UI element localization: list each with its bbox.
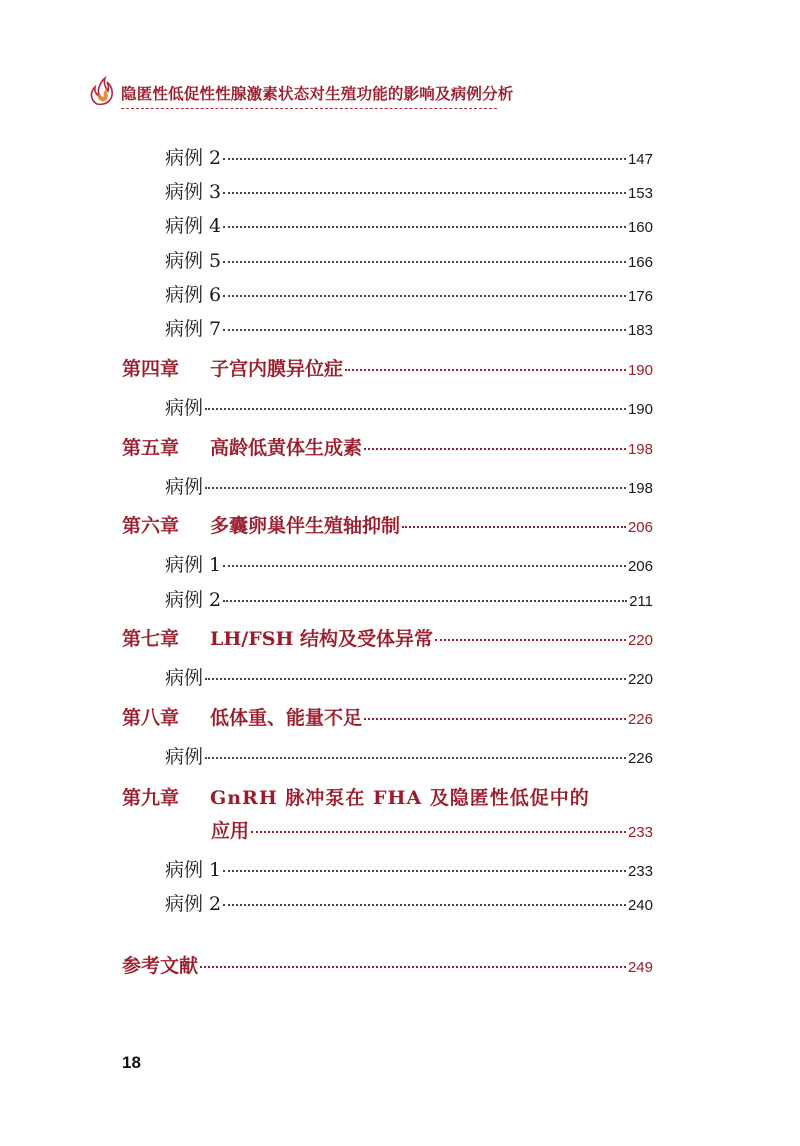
case-label: 病例 <box>165 667 204 689</box>
page-ref: 153 <box>627 185 653 202</box>
case-label: 病例 <box>165 746 204 768</box>
chapter-title-line2: 应用 <box>211 820 250 842</box>
chapter-title: 多囊卵巢伴生殖轴抑制 <box>210 515 401 537</box>
page-number: 18 <box>122 1053 141 1072</box>
dot-leader <box>223 158 626 160</box>
dot-leader <box>223 565 626 567</box>
page-ref: 190 <box>627 362 653 379</box>
case-label: 病例 <box>165 476 204 498</box>
dot-leader <box>223 295 626 297</box>
toc-entry-case[interactable] <box>165 247 653 275</box>
toc-entry-references[interactable] <box>122 952 653 980</box>
page-ref: 206 <box>627 558 653 575</box>
page-ref: 249 <box>627 959 653 976</box>
page-ref: 147 <box>627 151 653 168</box>
dot-leader <box>223 261 626 263</box>
chapter-number: 第五章 <box>122 437 180 459</box>
chapter-heading <box>122 512 400 540</box>
toc-entry-case[interactable] <box>165 473 653 501</box>
chapter-title: 低体重、能量不足 <box>210 707 363 729</box>
dot-leader <box>205 678 626 680</box>
case-label: 病例 3 <box>165 181 222 203</box>
page-ref: 176 <box>627 288 653 305</box>
chapter-title: 高龄低黄体生成素 <box>210 437 363 459</box>
dot-leader <box>402 526 626 528</box>
flame-logo-icon <box>88 70 118 106</box>
dot-leader <box>223 192 626 194</box>
page-ref: 233 <box>627 863 653 880</box>
chapter-heading <box>122 625 433 653</box>
chapter-number: 第八章 <box>122 707 180 729</box>
case-label: 病例 1 <box>165 554 222 576</box>
dot-leader <box>223 600 627 602</box>
toc-entry-case[interactable] <box>165 586 653 614</box>
page-ref: 206 <box>627 519 653 536</box>
toc-entry-case[interactable] <box>165 178 653 206</box>
page-ref: 190 <box>627 401 653 418</box>
toc-entry-case[interactable] <box>165 281 653 309</box>
toc-entry-case[interactable] <box>165 743 653 771</box>
page-ref: 211 <box>629 593 653 610</box>
toc-entry-case[interactable] <box>165 315 653 343</box>
chapter-title-line1: GnRH 脉冲泵在 FHA 及隐匿性低促中的 <box>210 787 590 809</box>
chapter-number: 第七章 <box>122 628 180 650</box>
chapter-heading <box>122 704 362 732</box>
chapter-title: LH/FSH 结构及受体异常 <box>210 628 434 650</box>
toc-entry-chapter-9-line1[interactable] <box>122 784 590 812</box>
dot-leader <box>223 226 626 228</box>
dot-leader <box>223 904 626 906</box>
case-label: 病例 <box>165 397 204 419</box>
dot-leader <box>364 448 626 450</box>
toc-entry-case[interactable] <box>165 212 653 240</box>
page-ref: 220 <box>627 671 653 688</box>
chapter-heading <box>122 355 343 383</box>
dot-leader <box>200 966 626 968</box>
toc-entry-chapter-7[interactable] <box>122 625 653 653</box>
case-label: 病例 2 <box>165 893 222 915</box>
dot-leader <box>223 870 626 872</box>
page-ref: 183 <box>627 322 653 339</box>
dot-leader <box>251 831 626 833</box>
toc-entry-chapter-8[interactable] <box>122 704 653 732</box>
page-ref: 166 <box>627 254 653 271</box>
page-ref: 226 <box>627 750 653 767</box>
case-label: 病例 2 <box>165 589 222 611</box>
page-ref: 160 <box>627 219 653 236</box>
toc-entry-case[interactable] <box>165 551 653 579</box>
toc-entry-case[interactable] <box>165 664 653 692</box>
case-label: 病例 4 <box>165 215 222 237</box>
chapter-number: 第四章 <box>122 358 180 380</box>
case-label: 病例 2 <box>165 147 222 169</box>
toc-entry-chapter-6[interactable] <box>122 512 653 540</box>
case-label: 病例 6 <box>165 284 222 306</box>
page-ref: 240 <box>627 897 653 914</box>
chapter-number: 第六章 <box>122 515 180 537</box>
page-ref: 220 <box>627 632 653 649</box>
page-ref: 198 <box>627 441 653 458</box>
toc-entry-case[interactable] <box>165 394 653 422</box>
chapter-heading <box>122 434 362 462</box>
header-divider <box>121 108 497 109</box>
toc-entry-chapter-9-line2[interactable] <box>211 817 653 845</box>
running-header-title: 隐匿性低促性性腺激素状态对生殖功能的影响及病例分析 <box>121 85 514 103</box>
case-label: 病例 7 <box>165 318 222 340</box>
case-label: 病例 1 <box>165 859 222 881</box>
dot-leader <box>205 487 626 489</box>
toc-entry-chapter-5[interactable] <box>122 434 653 462</box>
toc-entry-case[interactable] <box>165 856 653 884</box>
chapter-number: 第九章 <box>122 787 180 809</box>
chapter-title: 子宫内膜异位症 <box>210 358 344 380</box>
toc-entry-case[interactable] <box>165 144 653 172</box>
case-label: 病例 5 <box>165 250 222 272</box>
dot-leader <box>345 369 626 371</box>
dot-leader <box>223 329 626 331</box>
dot-leader <box>205 408 626 410</box>
running-header <box>88 70 514 110</box>
toc-entry-case[interactable] <box>165 890 653 918</box>
toc-entry-chapter-4[interactable] <box>122 355 653 383</box>
dot-leader <box>205 757 626 759</box>
page-ref: 198 <box>627 480 653 497</box>
page-ref: 226 <box>627 711 653 728</box>
page-ref: 233 <box>627 824 653 841</box>
dot-leader <box>364 718 626 720</box>
references-title: 参考文献 <box>122 955 199 977</box>
dot-leader <box>435 639 626 641</box>
